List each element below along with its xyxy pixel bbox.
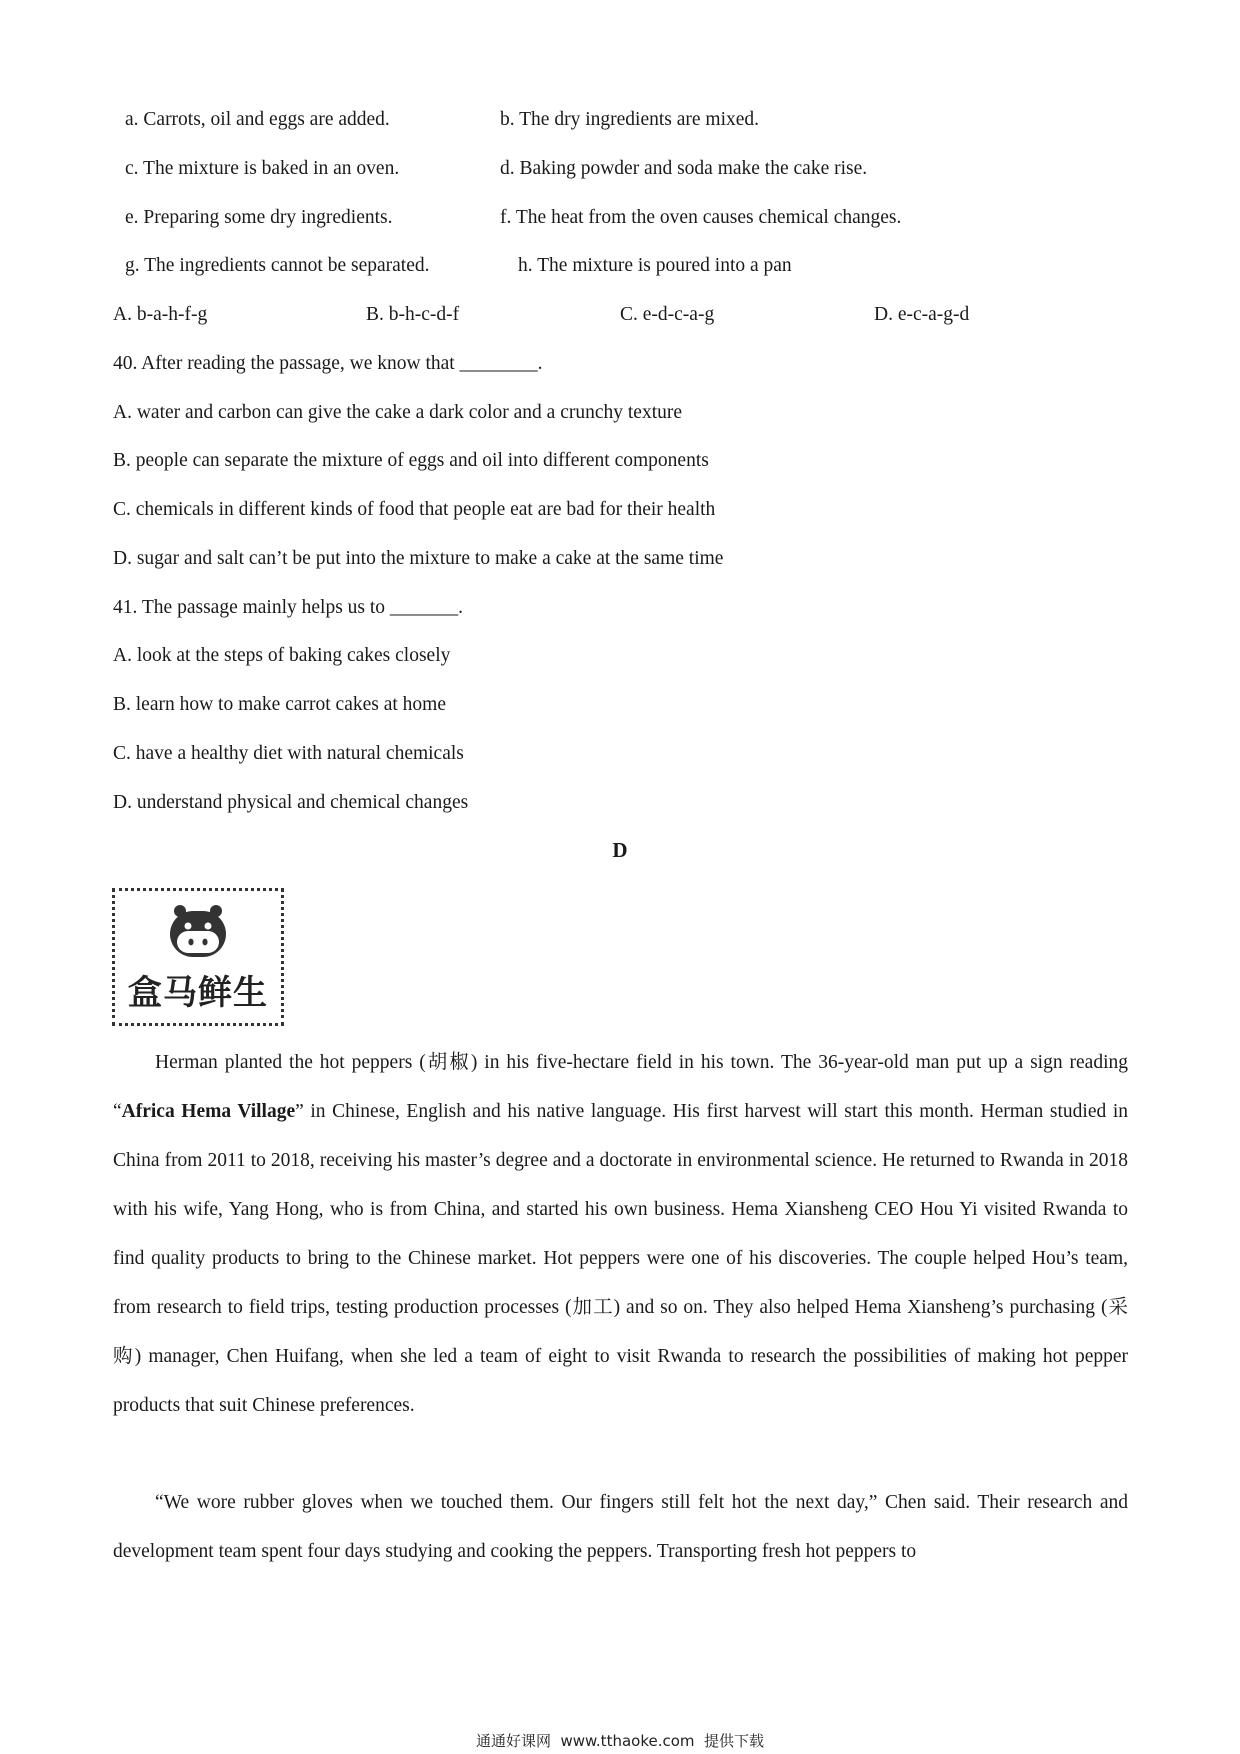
logo-text: 盒马鲜生 <box>128 973 268 1013</box>
q40-choice-b: B. people can separate the mixture of eggs and oil into different components <box>113 450 709 471</box>
para2-text: “We wore rubber gloves when we touched them. Our fingers still felt hot the next day,” Chen said. Their research and development team spent four days studying and cooking the peppers. Transporting fresh hot peppers to <box>113 1492 1128 1562</box>
q39-option-c: c. The mixture is baked in an oven. <box>125 158 400 179</box>
q41-choice-d: D. understand physical and chemical changes <box>113 792 469 813</box>
section-title: D <box>612 838 628 862</box>
q39-choice-c: C. e-d-c-a-g <box>620 304 715 325</box>
q41-choice-b: B. learn how to make carrot cakes at home <box>113 694 446 715</box>
passage-paragraph-2 <box>113 1478 1128 1576</box>
para1-text-rest: ” in Chinese, English and his native language. His first harvest will start this month. Herman studied in China from 2011 to 2018, receiving his master’s degree and a doctorate in environmental science. He returned to Rwanda in 2018 with his wife, Yang Hong, who is from China, and started his own business. Hema Xiansheng CEO Hou Yi visited Rwanda to find quality products to bring to the Chinese market. Hot peppers were one of his discoveries. The couple helped Hou’s team, from research to field trips, testing production processes (加工) and so on. They also helped Hema Xiansheng’s purchasing (采购) manager, Chen Huifang, when she led a team of eight to visit Rwanda to research the possibilities of making hot pepper products that suit Chinese preferences. <box>113 1101 1128 1416</box>
q39-option-h: h. The mixture is poured into a pan <box>518 255 792 276</box>
q41-stem: 41. The passage mainly helps us to _______. <box>113 597 464 618</box>
q39-choice-b: B. b-h-c-d-f <box>366 304 460 325</box>
hippo-icon <box>158 899 238 961</box>
q41-choice-a: A. look at the steps of baking cakes closely <box>113 645 451 666</box>
para1-text-start: Herman planted the hot peppers (胡椒) in his five-hectare field in his town. The 36-year-old man put up a sign reading “ <box>113 1052 1128 1122</box>
q39-option-d: d. Baking powder and soda make the cake rise. <box>500 158 868 179</box>
q41-choice-c: C. have a healthy diet with natural chemicals <box>113 743 464 764</box>
q39-choice-a: A. b-a-h-f-g <box>113 304 208 325</box>
q40-choice-d: D. sugar and salt can’t be put into the mixture to make a cake at the same time <box>113 548 724 569</box>
q39-option-e: e. Preparing some dry ingredients. <box>125 207 393 228</box>
q40-stem: 40. After reading the passage, we know that ________. <box>113 353 543 374</box>
page-footer: 通通好课网 www.tthaoke.com 提供下载 <box>475 1732 765 1750</box>
q39-option-a: a. Carrots, oil and eggs are added. <box>125 109 390 130</box>
hema-logo <box>112 888 284 1026</box>
q39-option-f: f. The heat from the oven causes chemical changes. <box>500 207 902 228</box>
q39-choice-d: D. e-c-a-g-d <box>874 304 970 325</box>
q40-choice-c: C. chemicals in different kinds of food that people eat are bad for their health <box>113 499 716 520</box>
q39-option-b: b. The dry ingredients are mixed. <box>500 109 760 130</box>
q40-choice-a: A. water and carbon can give the cake a dark color and a crunchy texture <box>113 402 683 423</box>
passage-paragraph-1 <box>113 1038 1128 1430</box>
village-name: Africa Hema Village <box>121 1101 296 1122</box>
q39-option-g: g. The ingredients cannot be separated. <box>125 255 430 276</box>
